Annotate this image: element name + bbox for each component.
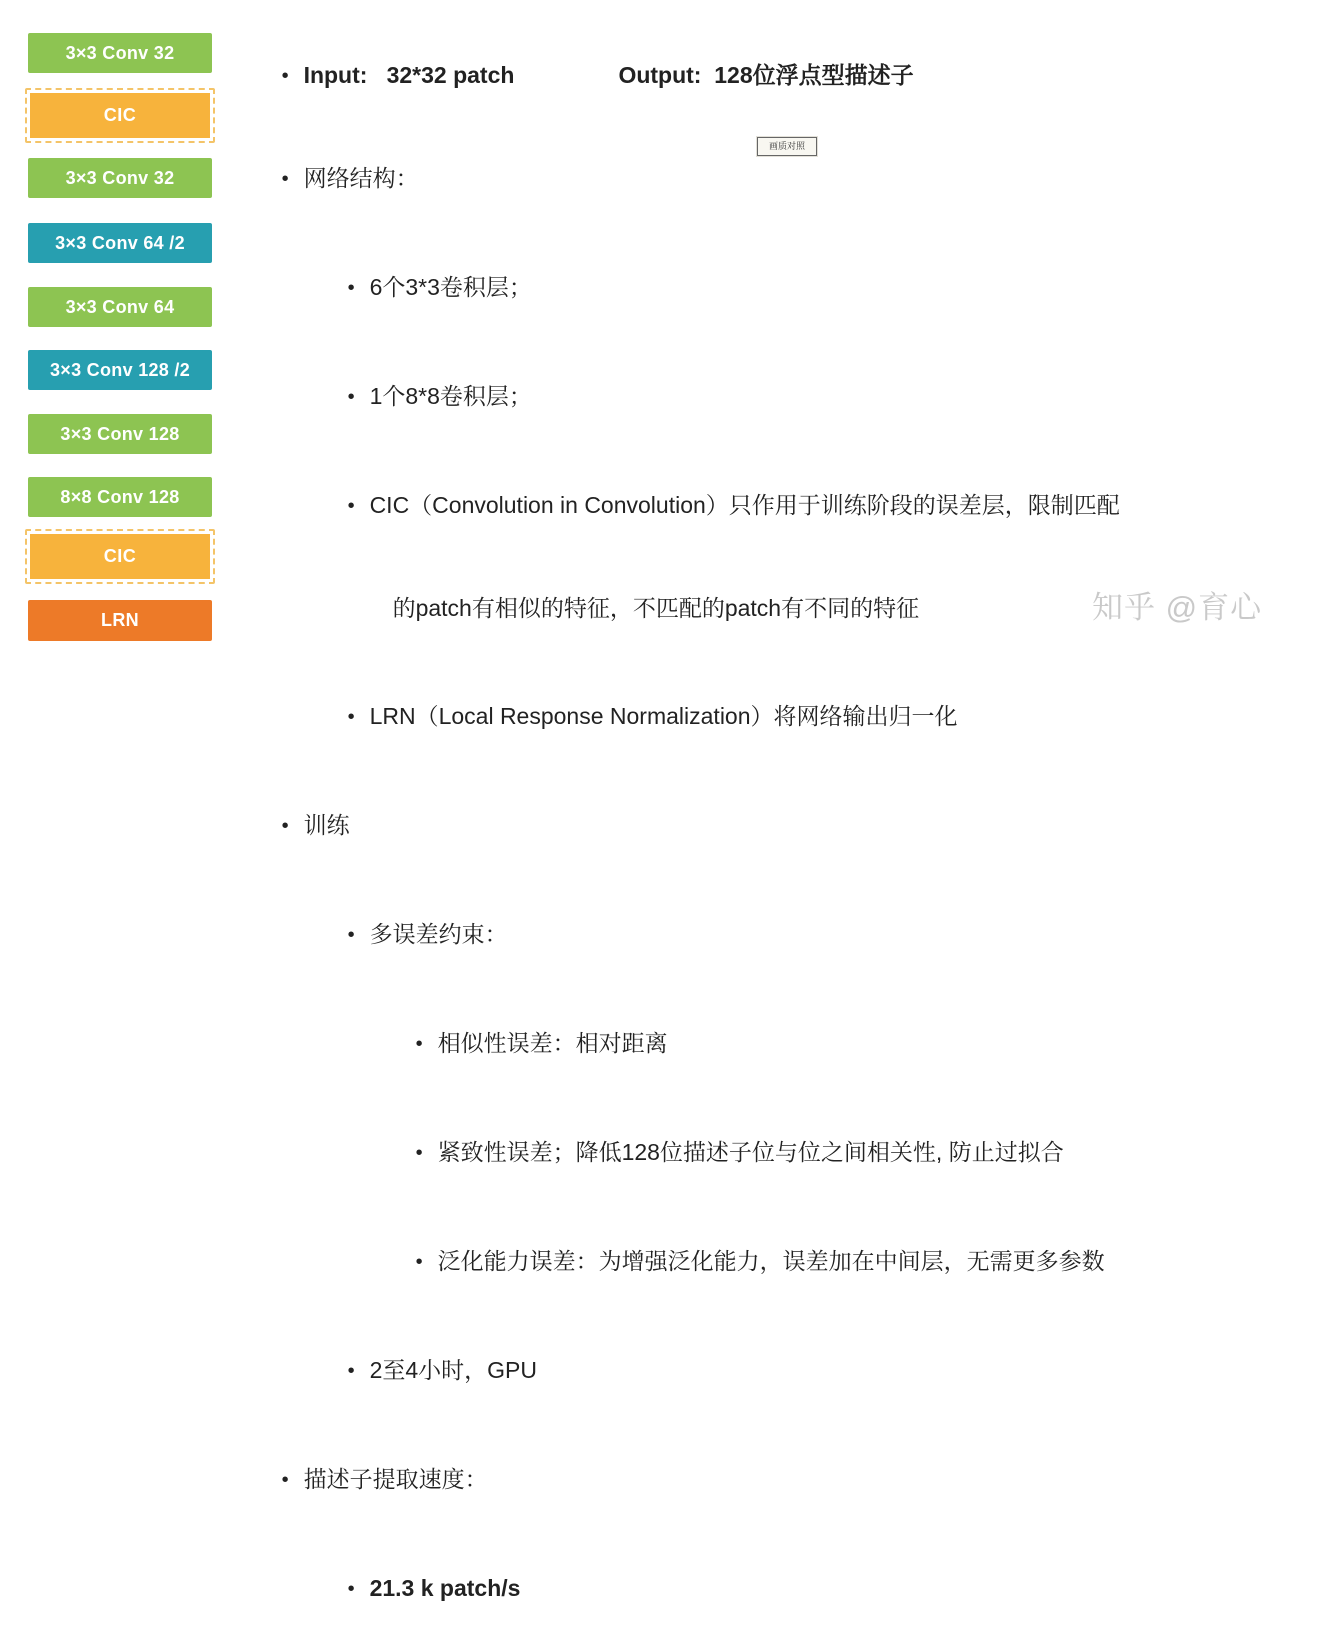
layer-box-conv8x8: 8×8 Conv 128 [28,477,212,517]
bullet-icon: • [415,1251,423,1273]
bullet-icon: • [347,1578,355,1600]
bullet-text: 紧致性误差；降低128位描述子位与位之间相关性, 防止过拟合 [437,1139,1064,1165]
cic-label: CIC [30,534,210,579]
layer-box-conv128: 3×3 Conv 128 [28,414,212,454]
bullet-icon: • [347,1360,355,1382]
layer-box-conv64: 3×3 Conv 64 [28,287,212,327]
bullet-speed-value [248,1537,1340,1640]
layer-box-conv32-b: 3×3 Conv 32 [28,158,212,198]
bullet-icon: • [347,277,355,299]
bullet-text: 描述子提取速度： [303,1466,488,1492]
notes-panel [248,24,1340,1646]
bullet-compactness-loss [248,1101,1340,1204]
bullet-icon: • [281,168,289,190]
bullet-lrn-desc [248,665,1340,768]
bullet-text: 2至4小时，GPU [369,1357,537,1383]
bullet-text: 多误差约束： [369,921,508,947]
bullet-icon: • [347,706,355,728]
bullet-icon: • [347,495,355,517]
bullet-generalization-loss [248,1210,1340,1313]
bullet-similarity-loss [248,992,1340,1095]
bullet-input-output [248,24,1340,127]
bullet-text: CIC（Convolution in Convolution）只作用于训练阶段的误差层，限制匹配 [369,492,1120,518]
bullet-text: 21.3 k patch/s [369,1575,521,1601]
layer-box-conv32-a: 3×3 Conv 32 [28,33,212,73]
tiny-stamp-badge: 画质对照 [757,137,817,156]
bullet-icon: • [415,1142,423,1164]
bullet-text: LRN（Local Response Normalization）将网络输出归一化 [369,703,958,729]
bullet-icon: • [281,815,289,837]
layer-box-conv128s2: 3×3 Conv 128 /2 [28,350,212,390]
bullet-training [248,774,1340,877]
bullet-text: 网络结构： [303,165,419,191]
bullet-conv3x3-count [248,236,1340,339]
bullet-conv8x8-count [248,345,1340,448]
cic-label: CIC [30,93,210,138]
bullet-icon: • [415,1033,423,1055]
bullet-icon: • [281,65,289,87]
bullet-text: 1个8*8卷积层； [369,383,532,409]
bullet-icon: • [347,386,355,408]
input-spec: Input: 32*32 patch [303,62,515,88]
bullet-extraction-speed [248,1428,1340,1531]
bullet-text: 泛化能力误差：为增强泛化能力，误差加在中间层，无需更多参数 [437,1248,1105,1274]
bullet-training-time [248,1319,1340,1422]
bullet-icon: • [281,1469,289,1491]
layer-box-cic-bottom [25,529,215,584]
watermark: 知乎 @育心 [1092,590,1263,625]
bullet-text: 相似性误差：相对距离 [437,1030,668,1056]
layer-box-cic-top [25,88,215,143]
output-spec: Output: 128位浮点型描述子 [618,62,914,88]
layer-box-lrn: LRN [28,600,212,641]
bullet-text: 训练 [303,812,350,838]
bullet-text: 6个3*3卷积层； [369,274,532,300]
bullet-text: 的patch有相似的特征，不匹配的patch有不同的特征 [392,595,920,621]
bullet-cic-desc [248,454,1340,557]
layer-box-conv64s2: 3×3 Conv 64 /2 [28,223,212,263]
bullet-multi-loss [248,883,1340,986]
bullet-icon: • [347,924,355,946]
